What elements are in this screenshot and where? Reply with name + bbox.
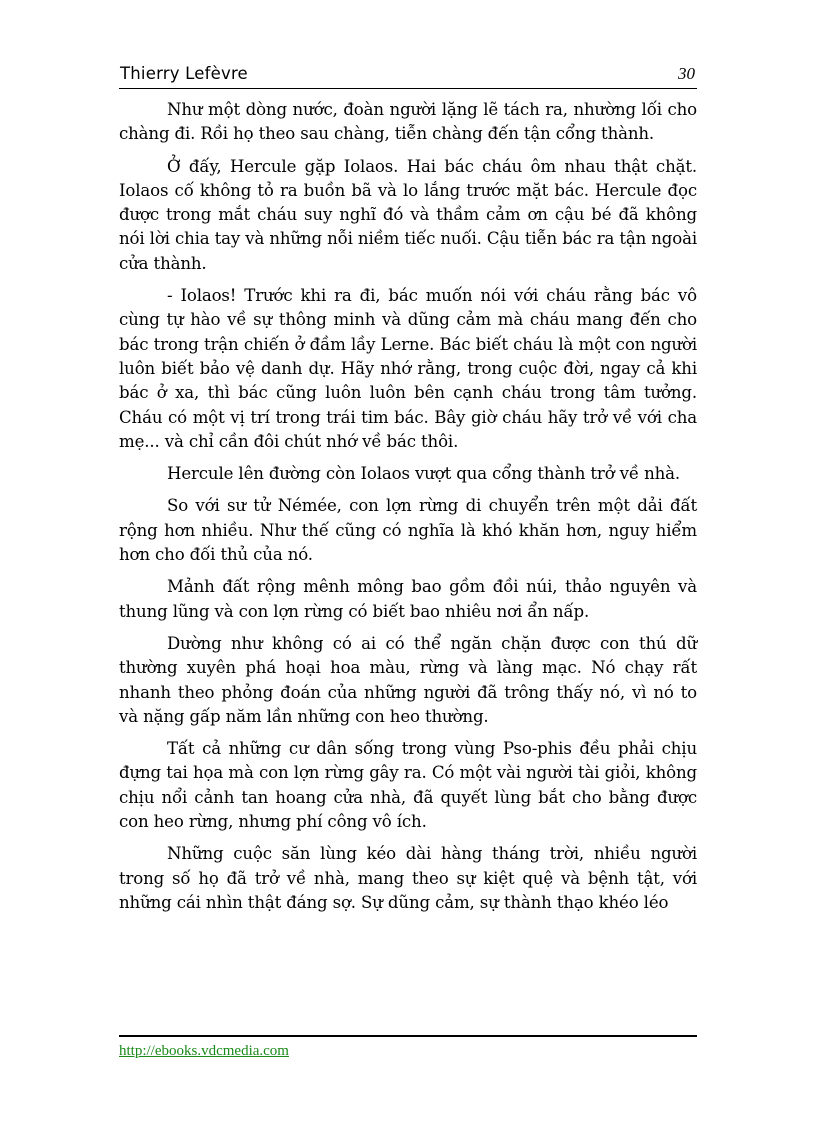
paragraph: Mảnh đất rộng mênh mông bao gồm đồi núi, thảo nguyên và thung lũng và con lợn rừng có biết bao nhiêu nơi ẩn nấp. (119, 577, 697, 621)
paragraph: - Iolaos! Trước khi ra đi, bác muốn nói với cháu rằng bác vô cùng tự hào về sự thông minh và dũng cảm mà cháu mang đến cho bác trong trận chiến ở đầm lầy Lerne. Bác biết cháu là một con người luôn biết bảo vệ danh dự. Hãy nhớ rằng, trong cuộc đời, ngay cả khi bác ở xa, thì bác cũng luôn luôn bên cạnh cháu trong tâm tưởng. Cháu có một vị trí trong trái tim bác. Bây giờ cháu hãy trở về với cha mẹ... và chỉ cần đôi chút nhớ về bác thôi. (119, 286, 697, 451)
page-number: 30 (678, 64, 695, 83)
paragraph: Hercule lên đường còn Iolaos vượt qua cổng thành trở về nhà. (167, 464, 681, 484)
footer-divider (119, 1035, 697, 1037)
paragraph: So với sư tử Némée, con lợn rừng di chuyển trên một dải đất rộng hơn nhiều. Như thế cũng có nghĩa là khó khăn hơn, nguy hiểm hơn cho đối thủ của nó. (119, 496, 697, 565)
paragraph: Những cuộc săn lùng kéo dài hàng tháng trời, nhiều người trong số họ đã trở về nhà, mang theo sự kiệt quệ và bệnh tật, với những cái nhìn thật đáng sợ. Sự dũng cảm, sự thành thạo khéo léo (119, 844, 697, 912)
paragraph: Như một dòng nước, đoàn người lặng lẽ tách ra, nhường lối cho chàng đi. Rồi họ theo sau chàng, tiễn chàng đến tận cổng thành. (119, 100, 697, 144)
paragraph: Tất cả những cư dân sống trong vùng Pso-phis đều phải chịu đựng tai họa mà con lợn rừng gây ra. Có một vài người tài giỏi, không chịu nổi cảnh tan hoang cửa nhà, đã quyết lùng bắt cho bằng được con heo rừng, nhưng phí công vô ích. (119, 739, 697, 832)
paragraph: Ở đấy, Hercule gặp Iolaos. Hai bác cháu ôm nhau thật chặt. Iolaos cố không tỏ ra buồn bã và lo lắng trước mặt bác. Hercule đọc được trong mắt cháu suy nghĩ đó và thầm cảm ơn cậu bé đã không nói lời chia tay và những nỗi niềm tiếc nuối. Cậu tiễn bác ra tận ngoài cửa thành. (119, 156, 698, 273)
page-header (119, 62, 697, 89)
page-body (119, 98, 697, 923)
footer-url-link[interactable]: http://ebooks.vdcmedia.com (119, 1043, 289, 1059)
paragraph: Dường như không có ai có thể ngăn chặn được con thú dữ thường xuyên phá hoại hoa màu, rừng và làng mạc. Nó chạy rất nhanh theo phỏng đoán của những người đã trông thấy nó, vì nó to và nặng gấp năm lần những con heo thường. (119, 633, 697, 726)
header-author: Thierry Lefèvre (120, 64, 248, 83)
